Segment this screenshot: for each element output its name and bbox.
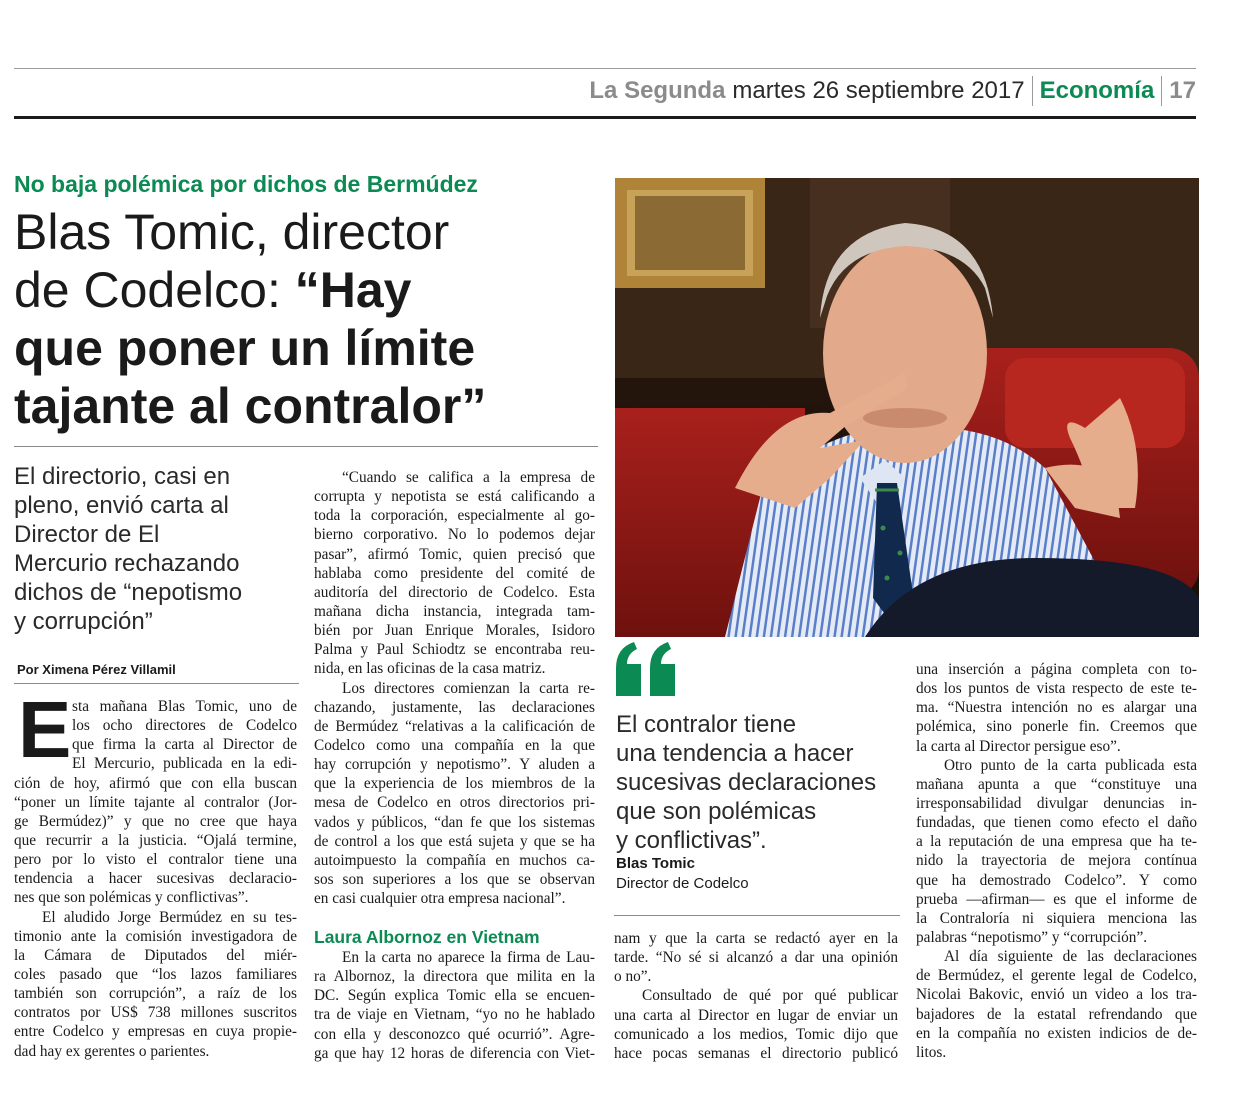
masthead-top-rule (14, 68, 1196, 69)
body-line: litos. (916, 1043, 947, 1061)
body-line: tra de viaje en Vietnam, “yo no he hablado (314, 1006, 595, 1024)
body-line: mañana apunta a que “constituye una (916, 775, 1197, 793)
pull-quote (616, 710, 906, 855)
headline-bold-text: “Hay (294, 262, 412, 318)
body-line: bién por Juan Enrique Morales, Isidoro (314, 622, 595, 640)
deck-line: El directorio, casi en (14, 463, 231, 490)
body-line: sta mañana Blas Tomic, uno de (72, 698, 297, 715)
body-line: contratos por US$ 738 millones suscritos (14, 1004, 297, 1022)
body-line: la Contraloría ni siquiera menciona las (916, 909, 1197, 927)
body-line: entre Codelco y empresas en cuya propie- (14, 1023, 297, 1041)
body-line: Consultado de qué por qué publicar (642, 987, 898, 1005)
body-line: los ocho directores de Codelco (72, 717, 297, 735)
body-line: dos los puntos de vista respecto de este te- (916, 680, 1197, 698)
body-line: ma. “Nuestra intención no es alargar una (916, 699, 1197, 717)
body-column-3 (614, 929, 898, 1063)
body-line: Palma y Paul Schiodtz se encontraba reu- (314, 641, 595, 659)
body-line: o no”. (614, 968, 652, 986)
body-line: Otro punto de la carta publicada esta (944, 756, 1197, 774)
body-line: ción de hoy, afirmó que con ella buscan (14, 774, 297, 792)
body-line: auditoría del directorio de Codelco. Esta (314, 583, 595, 601)
headline-line: Blas Tomic, director (14, 204, 450, 260)
body-line: la Cámara de Diputados del miér- (14, 946, 297, 964)
article-byline: Por Ximena Pérez Villamil (17, 662, 176, 677)
pull-quote-line: y conflictivas”. (616, 827, 767, 854)
body-line: chazando, justamente, las declaraciones (314, 698, 595, 716)
deck-line: dichos de “nepotismo (14, 579, 243, 606)
deck-line: Mercurio rechazando (14, 550, 240, 577)
deck-line: pleno, envió carta al (14, 492, 229, 519)
body-line: nido la trayectoria de mejora contínua (916, 852, 1197, 870)
body-line: ra Albornoz, la directora que milita en la (314, 968, 595, 986)
body-line: que la experiencia de los miembros de la (314, 775, 595, 793)
body-column-4 (916, 660, 1197, 1062)
byline-divider (14, 683, 299, 684)
headline-line (14, 261, 604, 319)
body-line: Nicolai Bakovic, envió un video a los tra- (916, 986, 1197, 1004)
body-line: fundadas, que tienen como efecto el daño (916, 814, 1197, 832)
body-column-1 (14, 685, 297, 1061)
body-line: tarde. “No sé si alcanzó a dar una opinión (614, 949, 898, 967)
masthead-divider (1161, 76, 1162, 106)
body-line: la carta al Director persigue eso”. (916, 737, 1121, 755)
pull-quote-role: Director de Codelco (616, 875, 749, 892)
body-line: mañana dicha instancia, integrada tam- (314, 602, 595, 620)
body-line: que recurrir a la justicia. “Ojalá termine, (14, 831, 297, 849)
body-line: bierno corporativo. No lo podemos dejar (314, 526, 595, 544)
body-line: con ella y desconozco qué ocurrió”. Agre- (314, 1025, 595, 1043)
body-line: nam y que la carta se redactó ayer en la (614, 930, 898, 947)
article-headline (14, 203, 604, 435)
headline-line: que poner un límite (14, 320, 476, 376)
body-line: En la carta no aparece la firma de Lau- (342, 949, 595, 966)
headline-divider (14, 446, 598, 447)
body-line: prueba —afirman— es que el informe de (916, 890, 1197, 908)
body-line: una carta al Director en lugar de enviar un (614, 1006, 898, 1024)
body-line: de Bermúdez, el gerente legal de Codelco, (916, 967, 1197, 985)
article-kicker: No baja polémica por dichos de Bermúdez (14, 171, 478, 197)
headline-line: tajante al contralor” (14, 378, 487, 434)
section-name: Economía (1039, 77, 1155, 104)
deck-line: y corrupción” (14, 608, 153, 635)
body-line: hablaba como presidente del comité de (314, 564, 595, 582)
body-line: nida, en las oficinas de la casa matriz. (314, 660, 546, 678)
green-quote-icon (612, 640, 682, 702)
pull-quote-name: Blas Tomic (616, 855, 695, 872)
body-line: pasar”, afirmó Tomic, quien precisó que (314, 545, 595, 563)
issue-date: martes 26 septiembre 2017 (732, 77, 1025, 104)
body-line: DC. Según explica Tomic ella se encuen- (314, 987, 595, 1005)
pull-quote-line: sucesivas declaraciones (616, 769, 877, 796)
body-line: corrupta y nepotista se está calificando a (314, 488, 595, 506)
page-number: 17 (1169, 77, 1196, 104)
body-line: Codelco como una compañía en la que (314, 736, 595, 754)
body-line: en la compañía no existen indicios de de- (916, 1024, 1197, 1042)
body-column-2-continued (314, 948, 595, 1063)
pull-quote-divider (614, 915, 900, 916)
body-line: mesa de Codelco en otros directorios pri- (314, 794, 595, 812)
headline-light-text: de Codelco: (14, 262, 295, 318)
body-line: Los directores comienzan la carta re- (342, 679, 595, 697)
article-deck (14, 462, 304, 636)
body-line: ge Bermúdez)” y que no cree que haya (14, 812, 297, 830)
newspaper-name: La Segunda (589, 77, 726, 104)
body-line: de control a los que está sujeta y que se ha (314, 832, 595, 850)
body-line: en casi cualquier otra empresa nacional”. (314, 890, 566, 908)
body-line: nes que son polémicas y conflictivas”. (14, 889, 249, 907)
body-line: El aludido Jorge Bermúdez en su tes- (42, 908, 297, 926)
body-line: tendencia a hacer sucesivas declaracio- (14, 870, 297, 888)
masthead (14, 74, 1196, 108)
body-line: que ha demostrado Codelco”. Y como (916, 871, 1197, 889)
body-line: también son corrupción”, a raíz de los (14, 985, 297, 1003)
pull-quote-line: una tendencia a hacer (616, 740, 854, 767)
pull-quote-line: que son polémicas (616, 798, 817, 825)
body-column-2 (314, 468, 595, 908)
drop-cap: E (18, 685, 72, 774)
body-line: irresponsabilidad divulgar denuncias in- (916, 794, 1197, 812)
body-line: comunicado a los medios, Tomic dijo que (614, 1025, 898, 1043)
body-line: “poner un límite tajante al contralor (Jor- (14, 793, 297, 811)
body-line: hay corrupción y nepotismo”. Y aluden a (314, 756, 595, 774)
body-line: vados y públicos, “dan fe que los sistemas (314, 813, 595, 831)
body-line: “Cuando se califica a la empresa de (342, 469, 595, 486)
body-line: toda la corporación, especialmente al go- (314, 507, 595, 525)
body-line: dad hay ex gerentes o parientes. (14, 1042, 210, 1060)
body-line: polémica, sino ponerle fin. Creemos que (916, 718, 1197, 736)
body-line: sos son superiores a los que se observan (314, 870, 595, 888)
body-line: Al día siguiente de las declaraciones (944, 948, 1197, 966)
body-line: ga que hay 12 horas de diferencia con Viet- (314, 1044, 595, 1062)
masthead-divider (1032, 76, 1033, 106)
article-subhead: Laura Albornoz en Vietnam (314, 927, 540, 947)
body-line: una inserción a página completa con to- (916, 661, 1197, 678)
body-line: a la reputación de una empresa que ha te- (916, 833, 1197, 851)
deck-line: Director de El (14, 521, 160, 548)
body-line: de Bermúdez “relativas a la calificación de (314, 717, 595, 735)
body-line: bajadores de la estatal refrendando que (916, 1005, 1197, 1023)
body-line: coles pasado que “los lazos familiares (14, 965, 297, 983)
body-line: timonio ante la comisión investigadora de (14, 927, 297, 945)
body-line: palabras “nepotismo” y “corrupción”. (916, 928, 1148, 946)
body-line: pero por lo visto el contralor tiene una (14, 851, 297, 869)
body-line: autoimpuesto la compañía en muchos ca- (314, 851, 595, 869)
article-photo (615, 178, 1199, 637)
body-line: que firma la carta al Director de (72, 736, 297, 754)
body-line: El Mercurio, publicada en la edi- (72, 755, 297, 773)
body-line: hace pocas semanas el directorio publicó (614, 1044, 898, 1062)
masthead-bottom-rule (14, 116, 1196, 119)
pull-quote-line: El contralor tiene (616, 711, 797, 738)
